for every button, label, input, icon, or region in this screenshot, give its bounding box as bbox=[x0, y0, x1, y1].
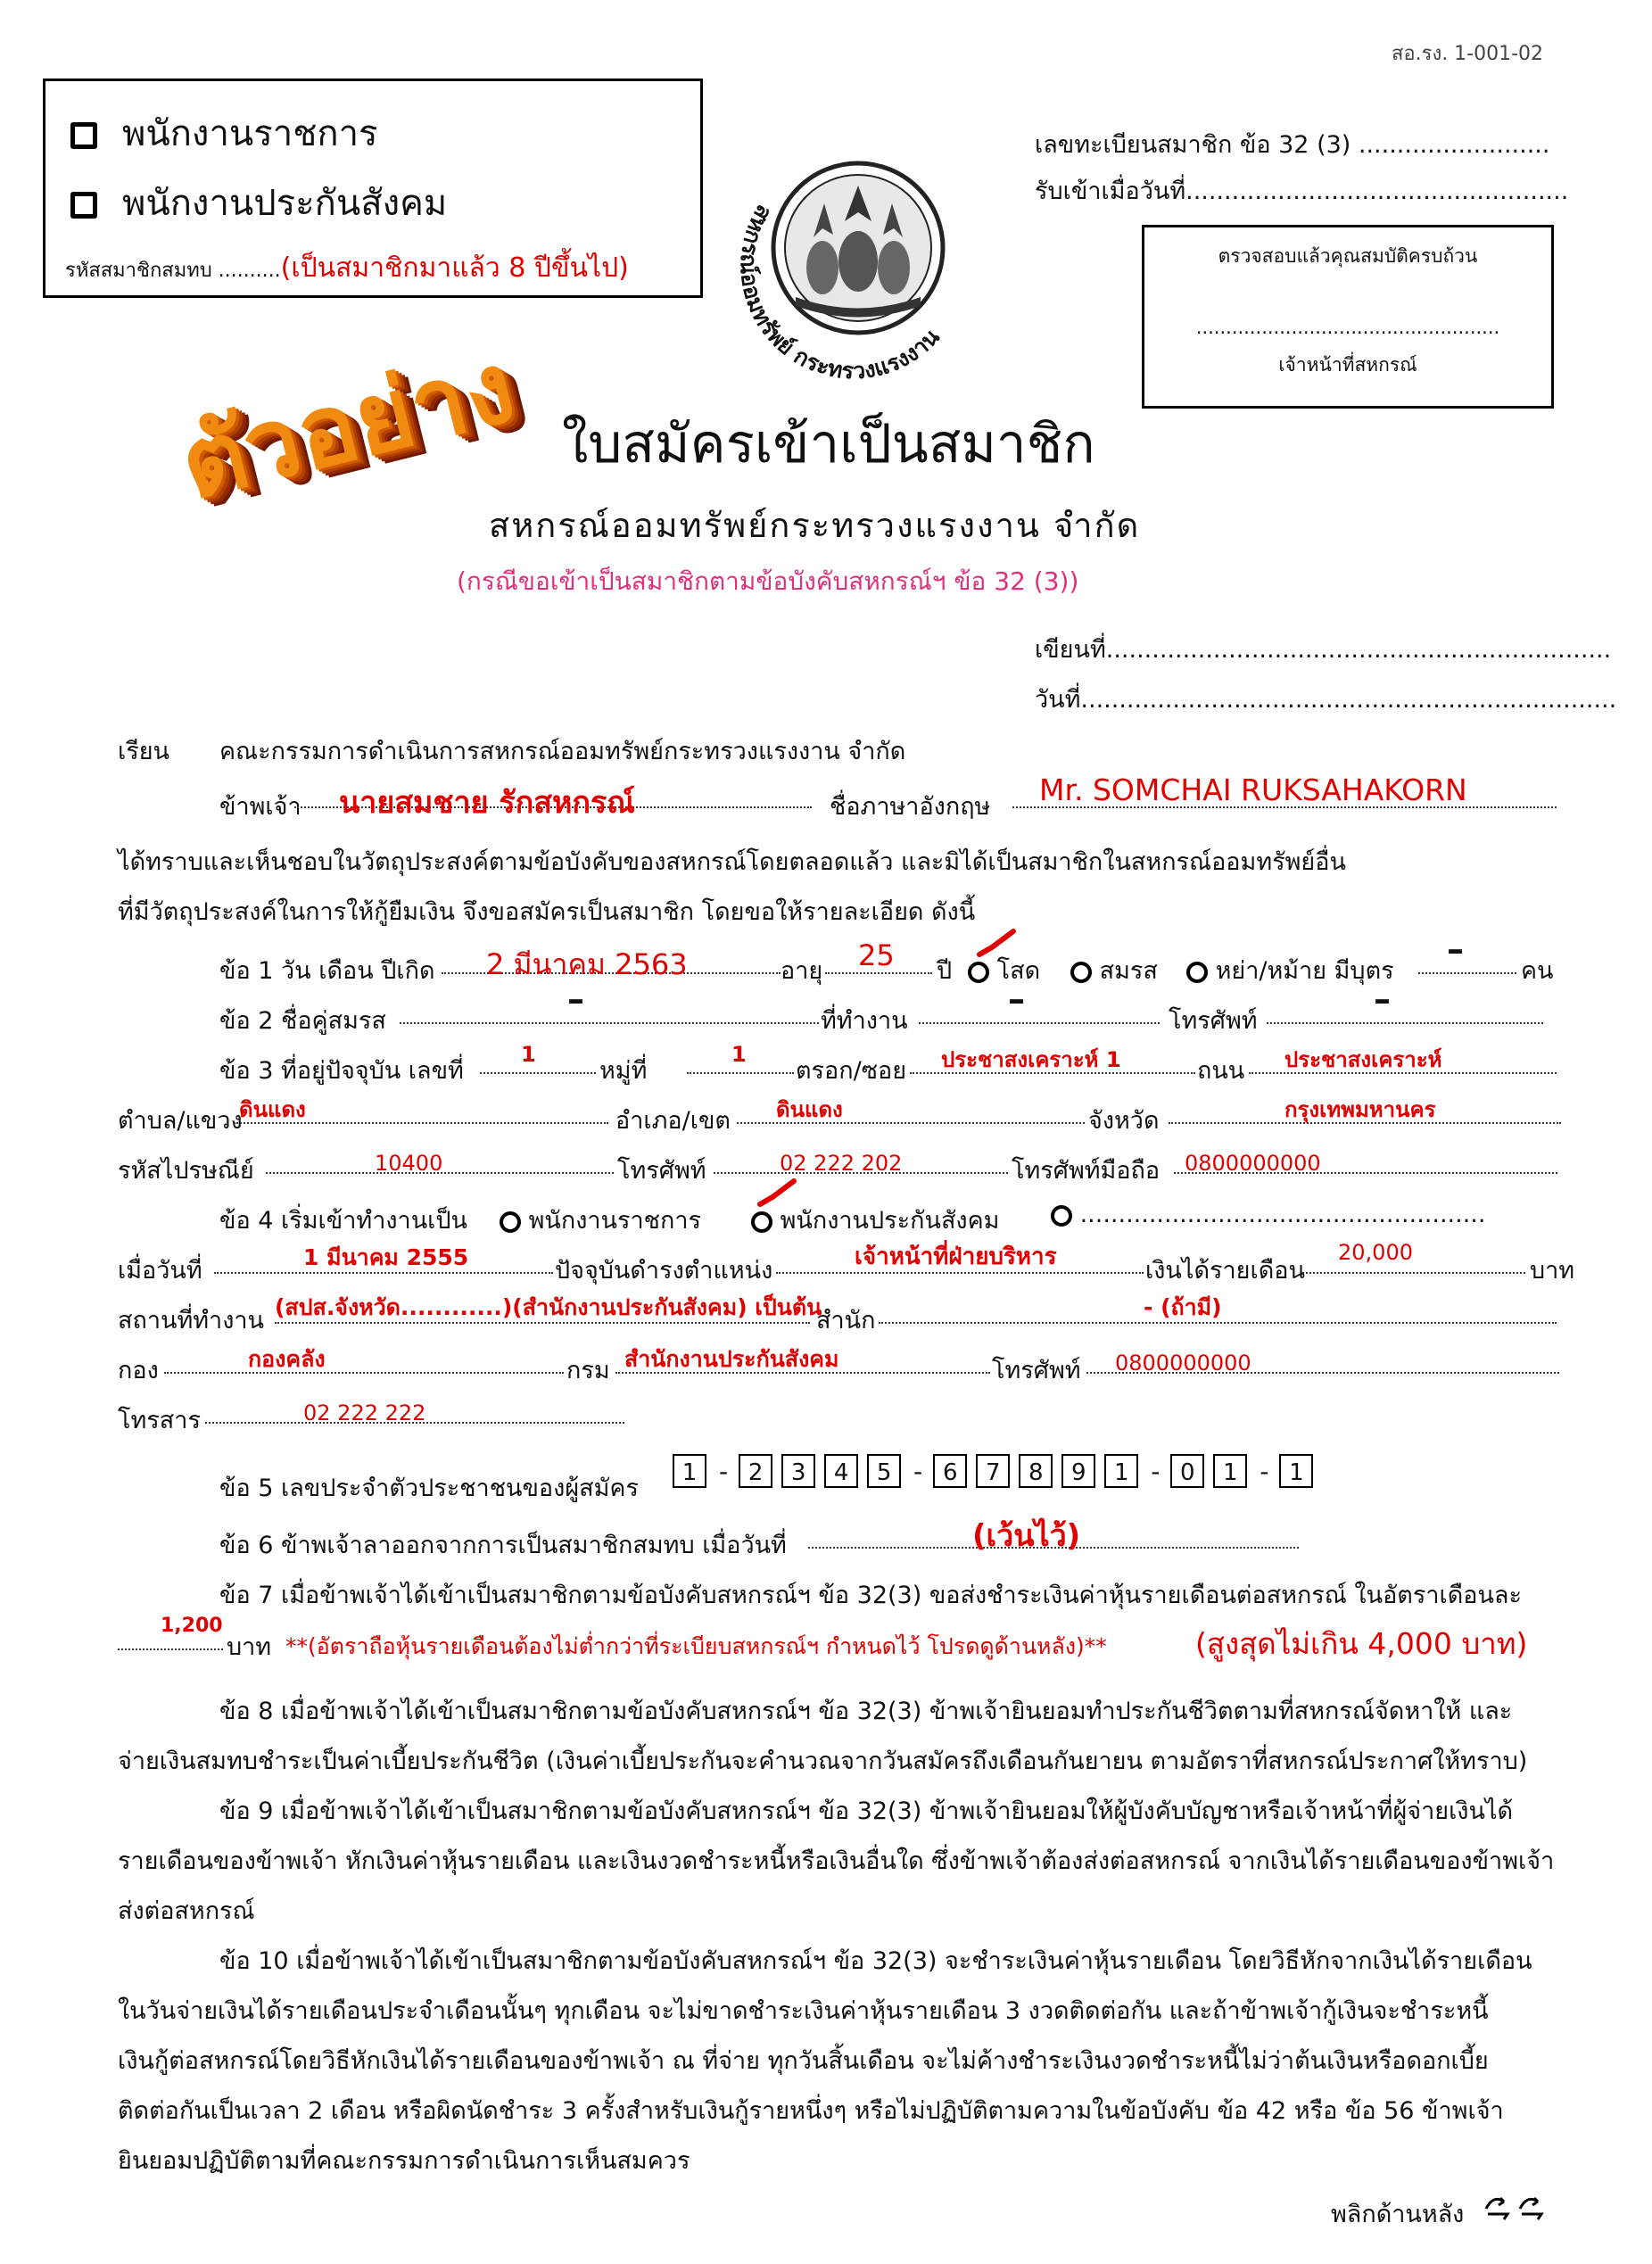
checkbox-icon[interactable] bbox=[70, 122, 97, 149]
spouse-work-label: ที่ทำงาน bbox=[821, 1007, 908, 1035]
item10-line-3: เงินกู้ต่อสหกรณ์โดยวิธีหักเงินได้รายเดือนของข้าพเจ้า ณ ที่จ่าย ทุกวันสิ้นเดือน จะไม่ค้างชำระเงินงวดชำระหนี้ไม่ว่าต้นเงินหรือดอกเบี้ย bbox=[118, 2047, 1489, 2075]
salary-field[interactable]: 20,000 bbox=[1338, 1240, 1413, 1265]
item7-line-1: ข้อ 7 เมื่อข้าพเจ้าได้เข้าเป็นสมาชิกตามข้อบังคับสหกรณ์ฯ ข้อ 32(3) ขอส่งชำระเงินค่าหุ้นรายเดือนต่อสหกรณ์ ในอัตราเดือนละ bbox=[219, 1582, 1522, 1609]
province-label: จังหวัด bbox=[1088, 1107, 1160, 1135]
spouse-phone-line bbox=[1267, 1022, 1543, 1024]
id-digit-box[interactable]: 9 bbox=[1061, 1454, 1095, 1488]
item6-label: ข้อ 6 ข้าพเจ้าลาออกจากการเป็นสมาชิกสมทบ เมื่อวันที่ bbox=[219, 1532, 787, 1559]
cooperative-seal bbox=[724, 114, 992, 382]
share-amount-line bbox=[118, 1648, 223, 1650]
registration-number-field[interactable]: เลขทะเบียนสมาชิก ข้อ 32 (3) ......................... bbox=[1035, 131, 1550, 159]
id-digit-box[interactable]: 1 bbox=[1213, 1454, 1247, 1488]
item3-label: ข้อ 3 ที่อยู่ปัจจุบัน เลขที่ bbox=[219, 1057, 464, 1085]
spouse-work-field[interactable]: – bbox=[1008, 979, 1025, 1019]
to-text: คณะกรรมการดำเนินการสหกรณ์ออมทรัพย์กระทรวงแรงงาน จำกัด bbox=[219, 738, 906, 765]
checkmark-icon bbox=[755, 1177, 799, 1213]
item9-line-1: ข้อ 9 เมื่อข้าพเจ้าได้เข้าเป็นสมาชิกตามข้อบังคับสหกรณ์ฯ ข้อ 32(3) ข้าพเจ้ายินยอมให้ผู้บังคับบัญชาหรือเจ้าหน้าที่ผู้จ่ายเงินได้ bbox=[219, 1797, 1514, 1825]
since-field[interactable]: 1 มีนาคม 2555 bbox=[303, 1244, 469, 1270]
member-code-note: (เป็นสมาชิกมาแล้ว 8 ปีขึ้นไป) bbox=[280, 252, 629, 284]
age-line bbox=[825, 972, 932, 974]
share-rate-note: **(อัตราถือหุ้นรายเดือนต้องไม่ต่ำกว่าที่ระเบียบสหกรณ์ฯ กำหนดไว้ โปรดดูด้านหลัง)** bbox=[285, 1633, 1107, 1659]
moo-label: หมู่ที่ bbox=[599, 1057, 648, 1085]
id-separator: - bbox=[719, 1457, 729, 1486]
dob-field[interactable]: 2 มีนาคม 2563 bbox=[486, 947, 688, 981]
amphoe-field[interactable]: ดินแดง bbox=[776, 1097, 843, 1122]
share-max-note: (สูงสุดไม่เกิน 4,000 บาท) bbox=[1195, 1626, 1528, 1661]
house-no-field[interactable]: 1 bbox=[521, 1042, 536, 1067]
applicant-row bbox=[219, 787, 301, 825]
since-label: เมื่อวันที่ bbox=[118, 1257, 202, 1285]
english-name-label: ชื่อภาษาอังกฤษ bbox=[830, 793, 991, 821]
option-label: พนักงานราชการ bbox=[122, 113, 378, 154]
option-label: สมรส bbox=[1099, 957, 1158, 985]
tambon-label: ตำบล/แขวง bbox=[118, 1107, 243, 1135]
job-other-option[interactable] bbox=[1051, 1201, 1485, 1228]
applicant-label: ข้าพเจ้า bbox=[219, 793, 301, 821]
id-digit-box[interactable]: 1 bbox=[673, 1454, 706, 1488]
job-government-option[interactable] bbox=[500, 1201, 701, 1239]
soi-label: ตรอก/ซอย bbox=[796, 1057, 907, 1085]
item1-label: ข้อ 1 วัน เดือน ปีเกิด bbox=[219, 957, 435, 985]
to-label: เรียน bbox=[118, 738, 170, 765]
radio-icon[interactable] bbox=[1051, 1205, 1072, 1227]
item8-line-2: จ่ายเงินสมทบชำระเป็นค่าเบี้ยประกันชีวิต (เงินค่าเบี้ยประกันจะคำนวณจากวันสมัครถึงเดือนกันยายน ตามอัตราที่สหกรณ์ประกาศให้ทราบ) bbox=[118, 1748, 1528, 1775]
citizen-id-field[interactable] bbox=[673, 1454, 1322, 1488]
road-label: ถนน bbox=[1197, 1057, 1245, 1085]
verification-box bbox=[1142, 225, 1554, 409]
division-label: กอง bbox=[118, 1357, 159, 1384]
option-government-employee[interactable] bbox=[70, 104, 378, 161]
id-digit-box[interactable]: 8 bbox=[1019, 1454, 1053, 1488]
id-digit-box[interactable]: 4 bbox=[824, 1454, 858, 1488]
division-field[interactable]: กองคลัง bbox=[248, 1346, 326, 1372]
amphoe-label: อำเภอ/เขต bbox=[615, 1107, 731, 1135]
year-label: ปี bbox=[937, 957, 953, 985]
office-label: สำนัก bbox=[816, 1307, 876, 1334]
marital-married-option[interactable] bbox=[1070, 951, 1158, 989]
english-name-field[interactable]: Mr. SOMCHAI RUKSAHAKORN bbox=[1039, 773, 1467, 807]
workplace-field[interactable]: (สปส.จังหวัด............)(สำนักงานประกันสังคม) เป็นต้น bbox=[275, 1294, 822, 1320]
radio-icon[interactable] bbox=[1186, 962, 1208, 983]
moo-line bbox=[687, 1072, 794, 1074]
intro-line-2: ที่มีวัตถุประสงค์ในการให้กู้ยืมเงิน จึงขอสมัครเป็นสมาชิก โดยขอให้รายละเอียด ดังนี้ bbox=[118, 898, 976, 926]
item10-line-4: ติดต่อกันเป็นเวลา 2 เดือน หรือผิดนัดชำระ 3 ครั้งสำหรับเงินกู้รายหนึ่งๆ หรือไม่ปฏิบัติตามความในข้อบังคับ ข้อ 42 หรือ ข้อ 56 ข้าพเจ้า bbox=[118, 2097, 1504, 2125]
item10-line-5: ยินยอมปฏิบัติตามที่คณะกรรมการดำเนินการเห็นสมควร bbox=[118, 2147, 690, 2175]
id-digit-box[interactable]: 6 bbox=[933, 1454, 967, 1488]
fax-label: โทรสาร bbox=[118, 1407, 201, 1434]
radio-icon[interactable] bbox=[500, 1211, 521, 1233]
option-label: พนักงานประกันสังคม bbox=[122, 183, 448, 224]
radio-icon[interactable] bbox=[968, 962, 989, 983]
zip-label: รหัสไปรษณีย์ bbox=[118, 1157, 254, 1185]
division-line bbox=[164, 1372, 564, 1374]
option-social-security-employee[interactable] bbox=[70, 174, 447, 231]
age-label: อายุ bbox=[781, 957, 823, 985]
id-separator: - bbox=[1260, 1457, 1269, 1486]
radio-icon[interactable] bbox=[751, 1211, 772, 1233]
id-digit-box[interactable]: 1 bbox=[1104, 1454, 1138, 1488]
intro-line-1: ได้ทราบและเห็นชอบในวัตถุประสงค์ตามข้อบังคับของสหกรณ์โดยตลอดแล้ว และมิได้เป็นสมาชิกในสหกรณ์ออมทรัพย์อื่น bbox=[118, 848, 1346, 876]
baht-label: บาท bbox=[1530, 1257, 1575, 1285]
radio-icon[interactable] bbox=[1070, 962, 1092, 983]
id-digit-box[interactable]: 1 bbox=[1279, 1454, 1313, 1488]
tambon-field[interactable]: ดินแดง bbox=[239, 1097, 306, 1122]
id-digit-box[interactable]: 2 bbox=[739, 1454, 772, 1488]
resign-date-note[interactable]: (เว้นไว้) bbox=[972, 1518, 1081, 1554]
zip-field[interactable]: 10400 bbox=[375, 1151, 443, 1176]
salary-line bbox=[1302, 1272, 1525, 1274]
item8-line-1: ข้อ 8 เมื่อข้าพเจ้าได้เข้าเป็นสมาชิกตามข้อบังคับสหกรณ์ฯ ข้อ 32(3) ข้าพเจ้ายินยอมทำประกันชีวิตตามที่สหกรณ์จัดหาให้ และ bbox=[219, 1698, 1513, 1725]
work-phone-field[interactable]: 0800000000 bbox=[1115, 1351, 1251, 1376]
mobile-field[interactable]: 0800000000 bbox=[1185, 1151, 1321, 1176]
sample-watermark: ตัวอย่าง bbox=[169, 329, 526, 522]
option-label: พนักงานประกันสังคม bbox=[780, 1207, 1000, 1235]
item9-line-3: ส่งต่อสหกรณ์ bbox=[118, 1897, 255, 1925]
verification-title: ตรวจสอบแล้วคุณสมบัติครบถ้วน bbox=[1218, 245, 1478, 267]
department-label: กรม bbox=[566, 1357, 610, 1384]
share-amount-field[interactable]: 1,200 bbox=[161, 1615, 223, 1637]
accepted-date-field[interactable]: รับเข้าเมื่อวันที่.................................................. bbox=[1035, 178, 1569, 205]
office-field[interactable]: - (ถ้ามี) bbox=[1144, 1294, 1222, 1320]
id-digit-box[interactable]: 5 bbox=[867, 1454, 901, 1488]
written-at-field[interactable]: เขียนที่.................................................................. bbox=[1035, 636, 1612, 664]
soi-field[interactable]: ประชาสงเคราะห์ 1 bbox=[941, 1047, 1121, 1072]
item5-label: ข้อ 5 เลขประจำตัวประชาชนของผู้สมัคร bbox=[219, 1475, 639, 1502]
id-separator: - bbox=[1151, 1457, 1161, 1486]
option-label: ..................................................... bbox=[1079, 1201, 1486, 1228]
id-digit-box[interactable]: 3 bbox=[781, 1454, 815, 1488]
checkbox-icon[interactable] bbox=[70, 192, 97, 219]
item10-line-1: ข้อ 10 เมื่อข้าพเจ้าได้เข้าเป็นสมาชิกตามข้อบังคับสหกรณ์ฯ ข้อ 32(3) จะชำระเงินค่าหุ้นรายเดือน โดยวิธีหักจากเงินได้รายเดือน bbox=[219, 1947, 1532, 1975]
persons-label: คน bbox=[1521, 957, 1554, 985]
work-phone-label: โทรศัพท์ bbox=[992, 1357, 1081, 1384]
item2-label: ข้อ 2 ชื่อคู่สมรส bbox=[219, 1007, 386, 1035]
spouse-work-line bbox=[919, 1022, 1160, 1024]
item4-label: ข้อ 4 เริ่มเข้าทำงานเป็น bbox=[219, 1207, 467, 1235]
thai-name-field[interactable]: นายสมชาย รักสหกรณ์ bbox=[339, 785, 635, 821]
form-subtitle-condition: (กรณีขอเข้าเป็นสมาชิกตามข้อบังคับสหกรณ์ฯ ข้อ 32 (3)) bbox=[457, 566, 1079, 596]
children-line bbox=[1418, 972, 1516, 974]
workplace-label: สถานที่ทำงาน bbox=[118, 1307, 265, 1334]
position-field[interactable]: เจ้าหน้าที่ฝ่ายบริหาร bbox=[855, 1244, 1057, 1270]
form-title: ใบสมัครเข้าเป็นสมาชิก bbox=[562, 413, 1095, 475]
item9-line-2: รายเดือนของข้าพเจ้า หักเงินค่าหุ้นรายเดือน และเงินงวดชำระหนี้หรือเงินอื่นใด ซึ่งข้าพเจ้าต้องส่งต่อสหกรณ์ จากเงินได้รายเดือนของข้าพเจ้า bbox=[118, 1847, 1555, 1875]
turn-page-arrows-icon bbox=[1481, 2189, 1552, 2225]
item10-line-2: ในวันจ่ายเงินได้รายเดือนประจำเดือนนั้นๆ ทุกเดือน จะไม่ขาดชำระเงินค่าหุ้นรายเดือน 3 งวดติดต่อกัน และถ้าข้าพเจ้ากู้เงินจะชำระหนี้ bbox=[118, 1997, 1489, 2025]
home-phone-label: โทรศัพท์ bbox=[617, 1157, 706, 1185]
checkmark-icon bbox=[974, 928, 1019, 963]
id-separator: - bbox=[913, 1457, 923, 1486]
form-code: สอ.รง. 1-001-02 bbox=[1392, 43, 1544, 65]
member-code-label: รหัสสมาชิกสมทบ .......... bbox=[65, 260, 281, 282]
date-field[interactable]: วันที่...................................................................... bbox=[1035, 686, 1617, 714]
id-digit-box[interactable]: 0 bbox=[1170, 1454, 1204, 1488]
option-label: โสด bbox=[996, 957, 1041, 985]
spouse-phone-label: โทรศัพท์ bbox=[1169, 1007, 1258, 1035]
moo-field[interactable]: 1 bbox=[731, 1042, 747, 1067]
marital-divorced-option[interactable] bbox=[1186, 951, 1394, 989]
road-field[interactable]: ประชาสงเคราะห์ bbox=[1284, 1047, 1442, 1072]
signature-line[interactable]: ................................................... bbox=[1195, 317, 1500, 338]
spouse-phone-field[interactable]: – bbox=[1374, 979, 1391, 1019]
house-no-line bbox=[480, 1072, 596, 1074]
salary-label: เงินได้รายเดือน bbox=[1145, 1257, 1305, 1285]
id-digit-box[interactable]: 7 bbox=[976, 1454, 1010, 1488]
spouse-line bbox=[400, 1022, 819, 1024]
option-label: หย่า/หม้าย มีบุตร bbox=[1215, 957, 1394, 985]
form-subtitle: สหกรณ์ออมทรัพย์กระทรวงแรงงาน จำกัด bbox=[489, 506, 1141, 545]
turn-over-label: พลิกด้านหลัง bbox=[1331, 2201, 1465, 2228]
option-label: พนักงานราชการ bbox=[528, 1207, 701, 1235]
svg-text:สหกรณ์ออมทรัพย์ กระทรวงแรงงาน: สหกรณ์ออมทรัพย์ กระทรวงแรงงาน bbox=[735, 200, 945, 382]
position-label: ปัจจุบันดำรงตำแหน่ง bbox=[555, 1257, 773, 1285]
member-type-box bbox=[43, 78, 703, 298]
children-field[interactable]: – bbox=[1447, 930, 1464, 969]
fax-field[interactable]: 02 222 222 bbox=[303, 1401, 426, 1425]
home-phone-field[interactable]: 02 222 202 bbox=[780, 1151, 903, 1176]
age-field[interactable]: 25 bbox=[858, 938, 895, 972]
mobile-label: โทรศัพท์มือถือ bbox=[1012, 1157, 1161, 1185]
spouse-field[interactable]: – bbox=[567, 979, 584, 1019]
share-baht-label: บาท bbox=[227, 1633, 272, 1661]
seal-emblem-icon bbox=[724, 114, 992, 382]
province-field[interactable]: กรุงเทพมหานคร bbox=[1284, 1097, 1436, 1122]
officer-label: เจ้าหน้าที่สหกรณ์ bbox=[1278, 354, 1417, 376]
department-field[interactable]: สำนักงานประกันสังคม bbox=[624, 1346, 839, 1372]
